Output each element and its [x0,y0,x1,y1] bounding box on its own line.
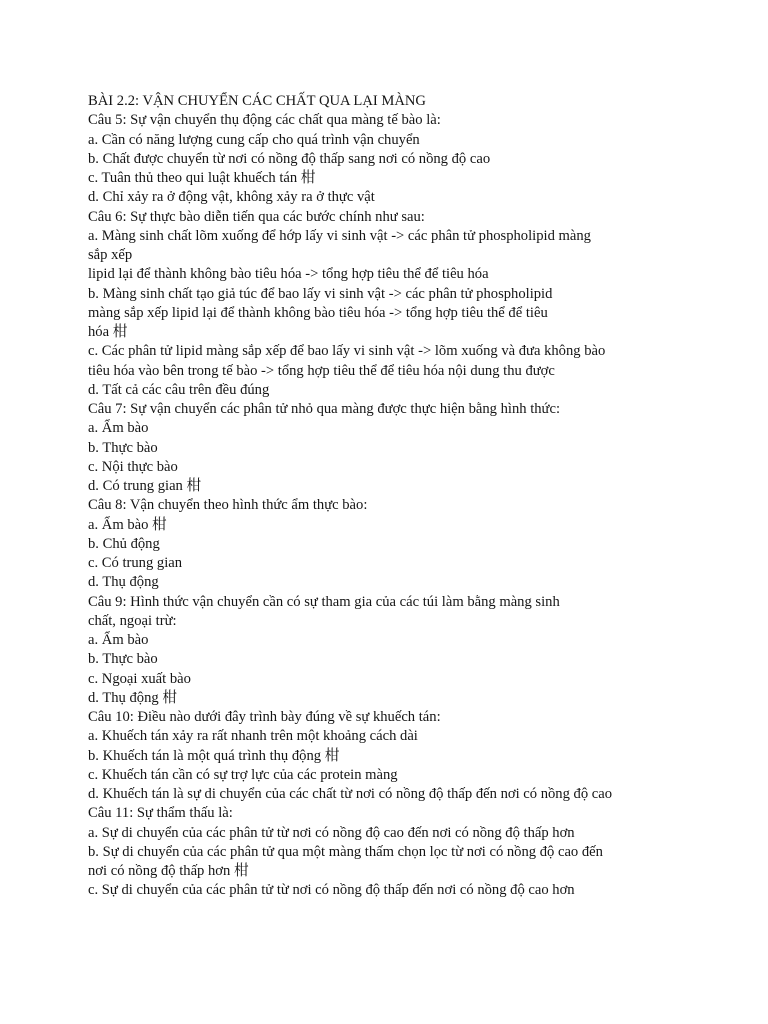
question-5-option-c: c. Tuân thủ theo qui luật khuếch tán 柑 [88,170,316,186]
question-6-option-a-line-2: sắp xếp [88,247,133,263]
question-7-option-c: c. Nội thực bào [88,458,178,475]
question-11-option-b-line-2: nơi có nồng độ thấp hơn 柑 [88,863,249,879]
question-10-option-c: c. Khuếch tán cần có sự trợ lực của các protein màng [88,766,398,783]
question-6-option-b-line-1: b. Màng sinh chất tạo giả túc để bao lấy vi sinh vật -> các phân tử phospholipid [88,285,553,302]
question-11-option-c: c. Sự di chuyển của các phân tử từ nơi có nồng độ thấp đến nơi có nồng độ cao hơn [88,882,575,899]
question-6-option-c-line-2: tiêu hóa vào bên trong tế bào -> tổng hợp tiêu thể để tiêu hóa nội dung thu được [88,362,555,379]
document-page [88,92,688,901]
question-5-option-a: a. Cần có năng lượng cung cấp cho quá trình vận chuyển [88,131,420,148]
question-5-option-d: d. Chỉ xảy ra ở động vật, không xảy ra ở thực vật [88,189,375,206]
question-7-option-a: a. Ẩm bào [88,420,149,437]
question-11-option-a: a. Sự di chuyển của các phân tử từ nơi có nồng độ cao đến nơi có nồng độ thấp hơn [88,824,575,841]
question-8-text: Câu 8: Vận chuyển theo hình thức ẩm thực bào: [88,497,368,514]
question-6-text: Câu 6: Sự thực bào diễn tiến qua các bước chính như sau: [88,208,425,225]
question-6-option-c-line-1: c. Các phân tử lipid màng sắp xếp để bao lấy vi sinh vật -> lõm xuống và đưa không bào [88,343,606,360]
question-6-option-a-line-1: a. Màng sinh chất lõm xuống để hớp lấy vi sinh vật -> các phân tử phospholipid màng [88,227,591,244]
question-11-text: Câu 11: Sự thẩm thấu là: [88,805,233,822]
question-10-option-a: a. Khuếch tán xảy ra rất nhanh trên một khoảng cách dài [88,728,418,745]
question-9-option-c: c. Ngoại xuất bào [88,670,191,687]
document-title: BÀI 2.2: VẬN CHUYỂN CÁC CHẤT QUA LẠI MÀNG [88,93,426,109]
question-8-option-c: c. Có trung gian [88,555,183,571]
question-7-option-d: d. Có trung gian 柑 [88,478,202,494]
question-10-option-b: b. Khuếch tán là một quá trình thụ động 柑 [88,747,340,764]
question-6-option-b-line-2: màng sắp xếp lipid lại để thành không bào tiêu hóa -> tổng hợp tiêu thể để tiêu [88,304,548,321]
question-9-option-a: a. Ẩm bào [88,632,149,648]
question-6-option-d: d. Tất cả các câu trên đều đúng [88,381,270,398]
question-7-text: Câu 7: Sự vận chuyển các phân tử nhỏ qua màng được thực hiện bằng hình thức: [88,401,560,417]
question-5-text: Câu 5: Sự vận chuyển thụ động các chất qua màng tế bào là: [88,112,441,129]
question-7-option-b: b. Thực bào [88,439,158,456]
question-6-option-a-line-3: lipid lại để thành không bào tiêu hóa -> tổng hợp tiêu thể để tiêu hóa [88,266,489,283]
question-6-option-b-line-3: hóa 柑 [88,324,128,340]
question-8-option-a: a. Ẩm bào 柑 [88,516,167,533]
question-10-option-d: d. Khuếch tán là sự di chuyển của các chất từ nơi có nồng độ thấp đến nơi có nồng độ cao [88,786,613,802]
question-9-text-line-2: chất, ngoại trừ: [88,612,177,629]
question-9-option-b: b. Thực bào [88,651,158,668]
question-5-option-b: b. Chất được chuyển từ nơi có nồng độ thấp sang nơi có nồng độ cao [88,150,491,167]
question-10-text: Câu 10: Điều nào dưới đây trình bày đúng về sự khuếch tán: [88,709,441,725]
question-9-text-line-1: Câu 9: Hình thức vận chuyển cần có sự tham gia của các túi làm bằng màng sinh [88,593,560,610]
question-8-option-b: b. Chủ động [88,535,160,552]
question-9-option-d: d. Thụ động 柑 [88,689,177,706]
question-8-option-d: d. Thụ động [88,574,159,591]
question-11-option-b-line-1: b. Sự di chuyển của các phân tử qua một màng thấm chọn lọc từ nơi có nồng độ cao đến [88,843,603,860]
